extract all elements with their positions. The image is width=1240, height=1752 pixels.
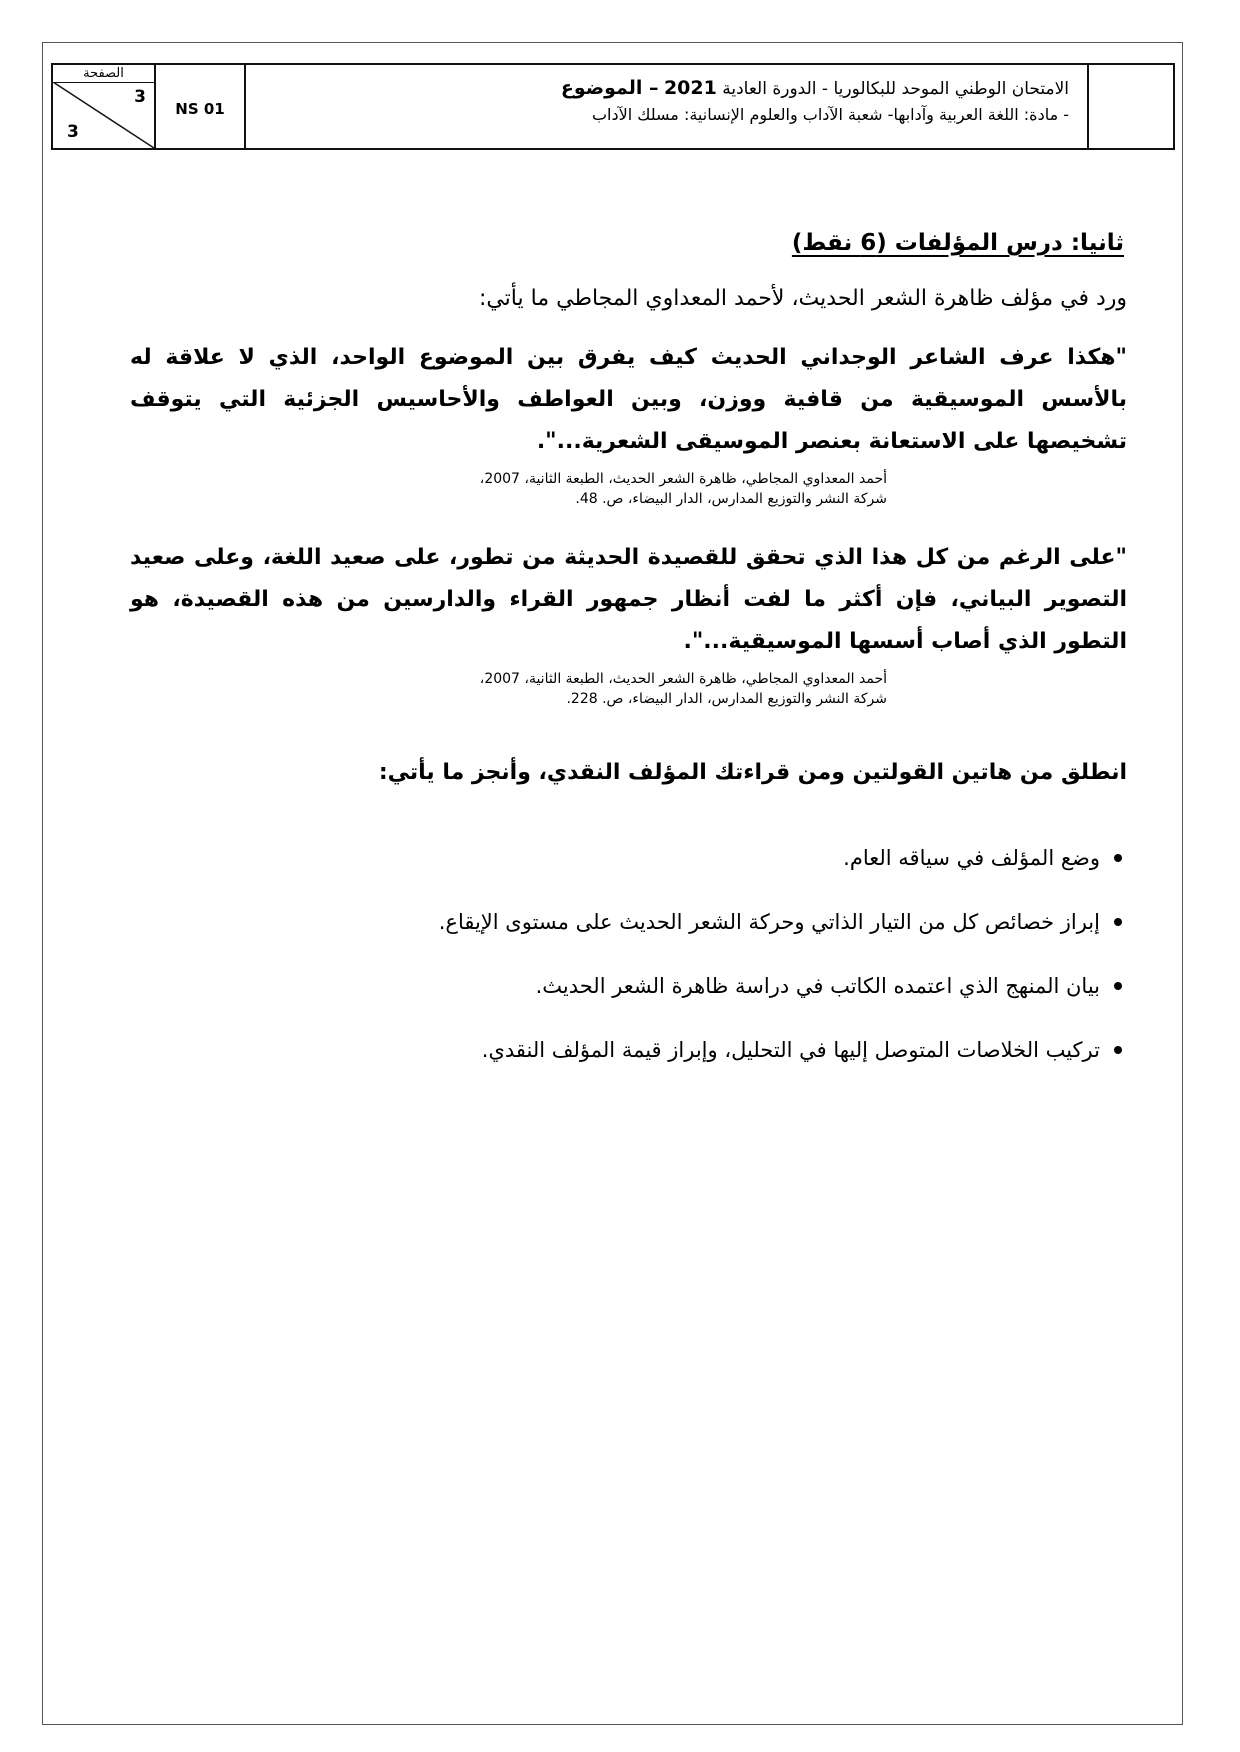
quote-citation-2 bbox=[130, 669, 1127, 709]
exam-header bbox=[51, 63, 1175, 150]
page-current: 3 bbox=[134, 87, 146, 107]
task-list bbox=[130, 841, 1127, 1067]
exam-title bbox=[246, 75, 1069, 102]
bullet-icon bbox=[1114, 1046, 1122, 1054]
task-item bbox=[130, 905, 1122, 939]
citation-line-2: شركة النشر والتوزيع المدارس، الدار البيضاء، ص. 48. bbox=[575, 491, 887, 507]
section-intro: ورد في مؤلف ظاهرة الشعر الحديث، لأحمد المعداوي المجاطي ما يأتي: bbox=[478, 286, 1127, 311]
page-label: الصفحة bbox=[53, 65, 154, 83]
task-item bbox=[130, 969, 1122, 1003]
exam-title-prefix: الامتحان الوطني الموحد للبكالوريا - الدورة العادية bbox=[722, 79, 1069, 99]
quote-text-1: "هكذا عرف الشاعر الوجداني الحديث كيف يفرق بين الموضوع الواحد، الذي لا علاقة له بالأسس الموسيقية من قافية ووزن، وبين العواطف والأحاسيس الجزئية التي يتوقف تشخيصها على الاستعانة بعنصر الموسيقى الشعرية...". bbox=[130, 345, 1127, 454]
exam-title-suffix: – الموضوع bbox=[560, 77, 659, 99]
task-text: تركيب الخلاصات المتوصل إليها في التحليل، وإبراز قيمة المؤلف النقدي. bbox=[481, 1038, 1100, 1062]
task-item bbox=[130, 841, 1122, 875]
task-item bbox=[130, 1033, 1122, 1067]
header-empty-cell bbox=[1089, 65, 1173, 148]
bullet-icon bbox=[1114, 918, 1122, 926]
task-text: وضع المؤلف في سياقه العام. bbox=[843, 846, 1100, 870]
task-text: إبراز خصائص كل من التيار الذاتي وحركة الشعر الحديث على مستوى الإيقاع. bbox=[438, 910, 1100, 934]
quote-citation-1 bbox=[130, 469, 1127, 509]
quote-block-1 bbox=[130, 337, 1127, 509]
exam-content bbox=[130, 225, 1127, 1097]
exam-code: NS 01 bbox=[156, 65, 246, 148]
exam-subject: - مادة: اللغة العربية وآدابها- شعبة الآداب والعلوم الإنسانية: مسلك الآداب bbox=[591, 105, 1069, 124]
quote-text-2: "على الرغم من كل هذا الذي تحقق للقصيدة الحديثة من تطور، على صعيد اللغة، وعلى صعيد التصوير البياني، فإن أكثر ما لفت أنظار جمهور القراء والدارسين من هذه القصيدة، هو التطور الذي أصاب أسسها الموسيقية...". bbox=[130, 545, 1127, 654]
task-heading: انطلق من هاتين القولتين ومن قراءتك المؤلف النقدي، وأنجز ما يأتي: bbox=[378, 760, 1127, 785]
section-heading: ثانيا: درس المؤلفات (6 نقط) bbox=[791, 230, 1124, 256]
citation-line-1: أحمد المعداوي المجاطي، ظاهرة الشعر الحديث، الطبعة الثانية، 2007، bbox=[479, 471, 887, 487]
task-text: بيان المنهج الذي اعتمده الكاتب في دراسة ظاهرة الشعر الحديث. bbox=[535, 974, 1100, 998]
page-total: 3 bbox=[67, 122, 79, 142]
quote-block-2 bbox=[130, 537, 1127, 709]
exam-title-cell bbox=[246, 65, 1089, 148]
citation-line-1: أحمد المعداوي المجاطي، ظاهرة الشعر الحديث، الطبعة الثانية، 2007، bbox=[479, 671, 887, 687]
page-number-cell bbox=[53, 65, 156, 148]
citation-line-2: شركة النشر والتوزيع المدارس، الدار البيضاء، ص. 228. bbox=[566, 691, 887, 707]
bullet-icon bbox=[1114, 854, 1122, 862]
exam-year: 2021 bbox=[663, 77, 717, 99]
bullet-icon bbox=[1114, 982, 1122, 990]
